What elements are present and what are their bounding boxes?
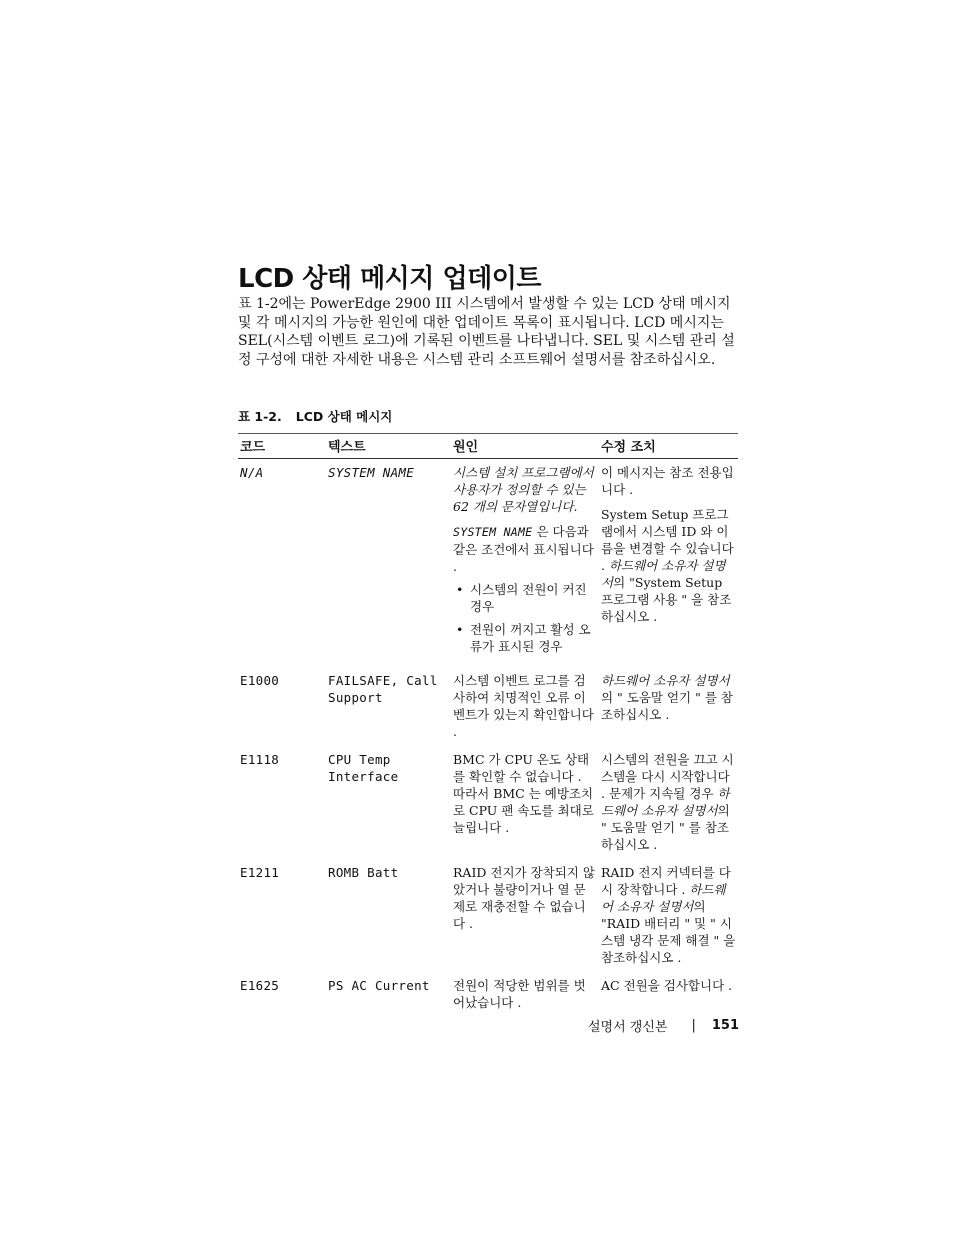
- manual-title: 하드웨어 소유자 설명서: [601, 673, 730, 688]
- list-item-text: 전원이 꺼지고 활성 오류가 표시된 경우: [470, 622, 591, 654]
- text-cell: CPU Temp Interface: [328, 752, 399, 784]
- action-cell: [599, 859, 738, 972]
- action-text: 의 " 도움말 얻기 " 를 참조하십시오 .: [601, 690, 733, 722]
- table-caption-number: 표 1-2.: [238, 409, 282, 424]
- system-name-code: SYSTEM NAME: [453, 525, 533, 539]
- cause-cell: [451, 459, 599, 668]
- cause-paragraph: [453, 523, 597, 575]
- cause-cell: BMC 가 CPU 온도 상태를 확인할 수 없습니다 . 따라서 BMC 는 예방조치로 CPU 팬 속도를 최대로 늘립니다 .: [453, 752, 594, 835]
- cause-bullet-list: [453, 581, 597, 655]
- column-header-cause: 원인: [451, 434, 599, 459]
- table-row: [238, 972, 738, 1017]
- table-caption-title: LCD 상태 메시지: [295, 409, 393, 424]
- action-cell: [599, 667, 738, 746]
- manual-title: 하드웨어 소유자 설명서: [601, 882, 726, 914]
- code-cell: E1000: [240, 673, 280, 688]
- table-caption: [238, 407, 392, 425]
- cause-cell: RAID 전지가 장착되지 않았거나 불량이거나 열 문제로 재충전할 수 없습니다 .: [453, 865, 595, 931]
- bullet-icon: •: [456, 622, 464, 637]
- text-cell: SYSTEM NAME: [328, 465, 415, 480]
- page-footer: [588, 1016, 739, 1035]
- code-cell: E1625: [240, 978, 280, 993]
- action-text: 의 "System Setup 프로그램 사용 " 을 참조하십시오 .: [601, 575, 732, 624]
- cause-cell: 시스템 이벤트 로그를 검사하여 치명적인 오류 이벤트가 있는지 확인합니다 .: [453, 673, 594, 739]
- action-text: 의 " 도움말 얻기 " 를 참조하십시오 .: [601, 803, 730, 852]
- cause-cell: 전원이 적당한 범위를 벗어났습니다 .: [453, 978, 586, 1010]
- action-text: RAID 전지 커넥터를 다시 장착합니다 .: [601, 865, 731, 897]
- action-paragraph: [601, 506, 736, 625]
- column-header-code: 코드: [238, 434, 326, 459]
- lcd-status-table: [238, 433, 738, 1017]
- bullet-icon: •: [456, 582, 464, 597]
- page-number: 151: [711, 1018, 739, 1033]
- text-cell: PS AC Current: [328, 978, 430, 993]
- footer-separator: |: [691, 1018, 696, 1033]
- action-cell: [599, 459, 738, 668]
- page-title: LCD 상태 메시지 업데이트: [238, 264, 541, 294]
- action-text: System Setup 프로그램에서 시스템 ID 와 이름을 변경할 수 있습니다 .: [601, 507, 734, 573]
- column-header-action: 수정 조치: [599, 434, 738, 459]
- code-cell: E1211: [240, 865, 280, 880]
- manual-title: 하드웨어 소유자 설명서: [601, 786, 730, 818]
- cause-text: 은 다음과 같은 조건에서 표시됩니다 .: [453, 524, 594, 574]
- cause-paragraph: 시스템 설치 프로그램에서 사용자가 정의할 수 있는 62 개의 문자열입니다.: [453, 465, 594, 514]
- table-row: [238, 459, 738, 668]
- list-item: [456, 621, 597, 655]
- column-header-text: 텍스트: [326, 434, 451, 459]
- footer-section-title: 설명서 갱신본: [587, 1020, 668, 1035]
- manual-title: 하드웨어 소유자 설명서: [601, 558, 726, 590]
- table-row: [238, 859, 738, 972]
- action-cell: [599, 746, 738, 859]
- text-cell: FAILSAFE, Call Support: [328, 673, 438, 705]
- code-cell: N/A: [240, 465, 264, 480]
- list-item: [456, 581, 597, 615]
- list-item-text: 시스템의 전원이 커진 경우: [470, 582, 587, 614]
- action-cell: AC 전원을 검사합니다 .: [601, 978, 733, 993]
- intro-paragraph: 표 1-2에는 PowerEdge 2900 III 시스템에서 발생할 수 있는 LCD 상태 메시지 및 각 메시지의 가능한 원인에 대한 업데이트 목록이 표시됩니다. LCD 메시지는 SEL(시스템 이벤트 로그)에 기록된 이벤트를 나타냅니다. SEL 및 시스템 관리 설정 구성에 대한 자세한 내용은 시스템 관리 소프트웨어 설명서를 참조하십시오.: [238, 296, 735, 368]
- text-cell: ROMB Batt: [328, 865, 399, 880]
- code-cell: E1118: [240, 752, 280, 767]
- action-text: 의 "RAID 배터리 " 및 " 시스템 냉각 문제 해결 " 을 참조하십시오 .: [601, 899, 736, 965]
- action-paragraph: 이 메시지는 참조 전용입니다 .: [601, 465, 734, 497]
- table-header-row: [238, 434, 738, 459]
- table-row: [238, 746, 738, 859]
- action-text: 시스템의 전원을 끄고 시스템을 다시 시작합니다 . 문제가 지속될 경우: [601, 752, 734, 801]
- table-row: [238, 667, 738, 746]
